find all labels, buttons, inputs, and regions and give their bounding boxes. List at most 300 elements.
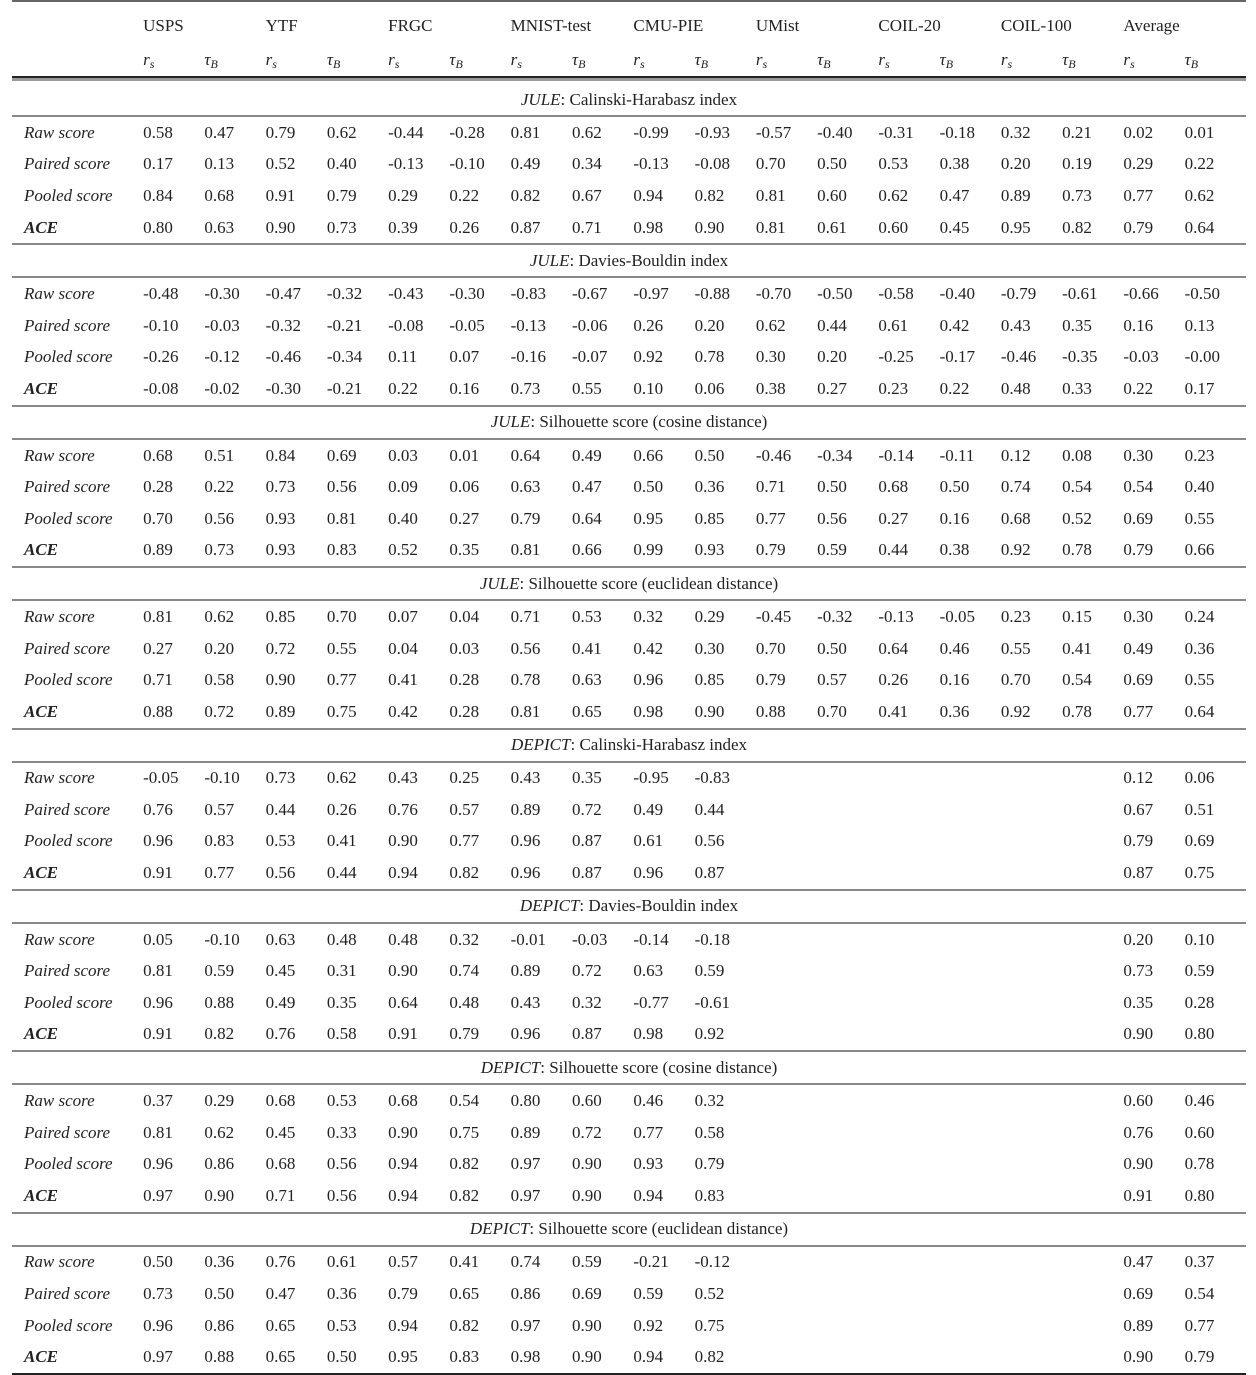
table-cell: 0.12	[1000, 445, 1031, 465]
row-label: Pooled score	[24, 347, 113, 367]
table-cell: 0.35	[449, 535, 510, 568]
table-cell: 0.90	[695, 212, 756, 245]
table-cell: -0.06	[572, 315, 608, 335]
table-cell: 0.63	[633, 961, 664, 981]
table-cell	[1001, 987, 1062, 1019]
metric-symbol: τ	[939, 50, 946, 69]
table-cell: -0.83	[694, 768, 731, 788]
table-row	[12, 471, 1246, 503]
table-cell: 0.17	[1185, 373, 1246, 406]
table-cell	[878, 955, 939, 987]
method-name: DEPICT	[510, 735, 571, 754]
table-cell: 0.70	[1000, 670, 1031, 690]
table-cell: 0.81	[143, 961, 173, 981]
table-cell: 0.15	[1062, 606, 1092, 626]
table-cell: 0.71	[510, 606, 541, 626]
table-cell: 0.54	[449, 1091, 480, 1111]
section-title	[12, 406, 1246, 439]
spearman-header	[388, 46, 449, 77]
table-cell	[1062, 1246, 1123, 1279]
table-row	[12, 1246, 1246, 1279]
table-cell: 0.20	[694, 315, 725, 335]
table-cell	[817, 923, 878, 956]
table-cell: -0.30	[266, 373, 327, 406]
table-cell	[817, 857, 878, 890]
table-cell	[817, 1019, 878, 1052]
table-cell: 0.80	[510, 1091, 541, 1111]
metric-symbol: τ	[572, 50, 579, 69]
table-cell: 0.75	[327, 696, 388, 729]
table-row	[12, 762, 1246, 795]
table-cell: 0.93	[265, 508, 296, 528]
row-label: Paired score	[24, 1122, 111, 1142]
table-cell: 0.54	[1062, 670, 1092, 690]
table-cell: 0.27	[817, 373, 878, 406]
table-cell: 0.67	[1123, 799, 1154, 819]
table-cell: 0.62	[204, 1122, 235, 1142]
table-cell: -0.05	[449, 315, 485, 335]
table-cell: 0.68	[1000, 508, 1031, 528]
index-name: : Calinski-Harabasz index	[570, 735, 748, 754]
table-cell: -0.21	[327, 373, 388, 406]
table-cell: 0.11	[388, 347, 418, 367]
table-cell: 0.77	[755, 508, 786, 528]
table-cell: 0.73	[265, 477, 296, 497]
table-row	[12, 1341, 1246, 1374]
row-label: ACE	[12, 1019, 143, 1052]
table-cell: 0.59	[694, 961, 725, 981]
table-cell: 0.54	[1062, 477, 1092, 497]
section-header	[12, 1213, 1246, 1246]
table-cell: 0.37	[143, 1091, 173, 1111]
table-cell: 0.82	[694, 185, 725, 205]
results-table	[12, 0, 1246, 1375]
table-cell: 0.63	[204, 212, 265, 245]
table-cell: 0.50	[326, 1347, 357, 1367]
table-cell: -0.26	[143, 347, 179, 367]
section-title	[12, 729, 1246, 762]
table-cell: 0.71	[572, 212, 633, 245]
table-cell	[817, 1246, 878, 1279]
table-cell: 0.16	[449, 373, 510, 406]
table-cell: 0.49	[510, 154, 541, 174]
header-corner	[12, 46, 143, 77]
table-cell: 0.30	[1123, 606, 1154, 626]
table-cell: -0.47	[265, 284, 302, 304]
table-cell	[756, 1019, 817, 1052]
row-label: ACE	[24, 1347, 59, 1367]
table-cell: 0.50	[204, 1284, 235, 1304]
table-cell: 0.27	[143, 638, 173, 658]
table-cell: 0.48	[449, 992, 480, 1012]
table-cell: 0.62	[1184, 185, 1215, 205]
row-label: ACE	[12, 1180, 143, 1213]
table-cell: 0.80	[1185, 1019, 1246, 1052]
metric-subscript: B	[455, 57, 463, 71]
spearman-header	[1001, 46, 1062, 77]
table-cell	[756, 1084, 817, 1117]
table-cell: 0.05	[143, 929, 173, 949]
table-cell: -0.18	[939, 122, 976, 142]
table-cell: 0.79	[1123, 831, 1154, 851]
table-cell: 0.26	[878, 670, 909, 690]
table-cell: 0.79	[1123, 535, 1184, 568]
table-cell: 0.77	[1123, 696, 1184, 729]
table-cell: -0.30	[204, 284, 240, 304]
table-cell: 0.68	[143, 445, 173, 465]
table-cell: 0.07	[449, 347, 480, 367]
table-cell: 0.02	[1123, 122, 1154, 142]
metric-subscript: s	[1007, 57, 1013, 71]
table-cell: 0.78	[1184, 1154, 1215, 1174]
table-cell: 0.70	[755, 154, 786, 174]
table-cell: 0.88	[143, 696, 204, 729]
table-cell: 0.87	[572, 1019, 633, 1052]
table-cell: -0.30	[449, 284, 485, 304]
table-cell: 0.54	[1184, 1284, 1215, 1304]
table-cell: 0.73	[511, 373, 572, 406]
table-cell: 0.56	[327, 1180, 388, 1213]
table-cell: 0.90	[266, 212, 327, 245]
table-cell: 0.88	[756, 696, 817, 729]
table-cell: 0.79	[388, 1284, 418, 1304]
table-cell: 0.65	[265, 1315, 296, 1335]
table-cell: -0.11	[939, 445, 975, 465]
table-cell	[940, 857, 1001, 890]
table-cell: 0.22	[449, 185, 480, 205]
metric-subscript: s	[272, 57, 277, 71]
table-cell: 0.22	[388, 373, 449, 406]
table-cell: -0.31	[878, 122, 914, 142]
table-cell: 0.04	[388, 638, 418, 658]
table-cell	[878, 987, 939, 1019]
table-cell: 0.56	[510, 638, 541, 658]
table-cell: 0.37	[1184, 1252, 1215, 1272]
table-row	[12, 373, 1246, 406]
table-cell: 0.20	[1000, 154, 1031, 174]
index-name: : Silhouette score (cosine distance)	[530, 412, 768, 432]
table-row	[12, 1310, 1246, 1342]
table-cell	[878, 794, 939, 826]
table-cell	[817, 794, 878, 826]
metric-subscript: s	[517, 57, 522, 71]
table-cell: 0.90	[572, 1180, 633, 1213]
table-cell	[940, 1148, 1001, 1180]
metric-subscript: B	[1190, 57, 1199, 71]
table-cell: 0.90	[265, 670, 296, 690]
table-cell: 0.54	[1123, 477, 1154, 497]
table-cell: 0.30	[694, 638, 725, 658]
table-cell: 0.63	[572, 670, 602, 690]
table-cell: -0.13	[878, 606, 914, 626]
table-cell	[940, 1310, 1001, 1342]
table-cell: 0.60	[572, 1091, 602, 1111]
table-cell: 0.92	[633, 347, 664, 367]
table-cell: 0.81	[511, 535, 572, 568]
table-cell: 0.88	[204, 1347, 235, 1367]
table-cell: 0.51	[1184, 799, 1215, 819]
dataset-header: YTF	[266, 1, 389, 46]
table-cell: 0.53	[572, 606, 602, 626]
table-cell: 0.92	[695, 1019, 756, 1052]
table-cell	[1062, 794, 1123, 826]
table-cell: 0.30	[1123, 445, 1154, 465]
row-label: Paired score	[24, 477, 111, 497]
table-cell	[1062, 955, 1123, 987]
table-cell: 0.86	[204, 1154, 235, 1174]
table-cell: 0.69	[1123, 670, 1154, 690]
table-cell: 0.68	[388, 1091, 418, 1111]
table-cell: 0.70	[326, 606, 357, 626]
table-cell	[756, 1278, 817, 1310]
table-cell: -0.77	[633, 992, 669, 1012]
metric-symbol: τ	[204, 50, 211, 69]
table-cell: 0.84	[265, 445, 296, 465]
table-cell: -0.58	[878, 284, 914, 304]
metric-symbol: τ	[326, 50, 333, 69]
row-label: ACE	[12, 212, 143, 245]
row-label: Pooled score	[24, 992, 113, 1012]
table-cell: 0.10	[1184, 929, 1215, 949]
section-title	[12, 1051, 1246, 1084]
table-cell: 0.91	[388, 1019, 449, 1052]
table-row	[12, 310, 1246, 342]
table-cell: 0.59	[204, 961, 235, 981]
table-cell: 0.62	[755, 315, 786, 335]
kendall-header	[1185, 46, 1246, 77]
table-cell: 0.71	[143, 670, 173, 690]
table-cell: 0.66	[1185, 535, 1246, 568]
table-cell: 0.80	[143, 212, 204, 245]
metric-subscript: B	[700, 57, 709, 71]
table-cell: 0.28	[449, 696, 510, 729]
table-cell: 0.76	[143, 799, 173, 819]
table-cell: 0.87	[1123, 857, 1184, 890]
dataset-header: USPS	[143, 1, 266, 46]
table-cell	[1001, 1278, 1062, 1310]
table-cell	[878, 1117, 939, 1149]
table-cell: 0.93	[266, 535, 327, 568]
index-name: : Silhouette score (cosine distance)	[540, 1057, 778, 1077]
table-cell: 0.90	[572, 1154, 602, 1174]
table-cell	[756, 1117, 817, 1149]
table-cell: 0.82	[510, 185, 541, 205]
spearman-header	[633, 46, 694, 77]
table-cell: 0.46	[1184, 1091, 1215, 1111]
section-title	[12, 84, 1246, 116]
table-cell: 0.82	[449, 857, 510, 890]
row-label: Paired score	[24, 799, 111, 819]
table-cell	[817, 1180, 878, 1213]
table-cell: 0.83	[204, 831, 235, 851]
table-cell	[817, 1148, 878, 1180]
table-cell: 0.85	[694, 670, 725, 690]
table-cell: 0.43	[1000, 315, 1031, 335]
table-cell: 0.42	[388, 696, 449, 729]
table-cell: 0.16	[939, 508, 970, 528]
table-cell: -0.66	[1123, 284, 1159, 304]
table-cell: 0.32	[694, 1091, 725, 1111]
table-cell	[1001, 1148, 1062, 1180]
table-cell: 0.81	[326, 508, 357, 528]
table-cell: 0.70	[143, 508, 173, 528]
table-cell: 0.98	[510, 1347, 541, 1367]
table-cell: -0.48	[143, 284, 179, 304]
metric-subscript: s	[149, 57, 155, 71]
method-name: DEPICT	[480, 1057, 541, 1077]
index-name: : Silhouette score (euclidean distance)	[529, 1219, 789, 1239]
table-row	[12, 212, 1246, 245]
metric-subscript: s	[762, 57, 768, 71]
row-label: Pooled score	[24, 508, 113, 528]
table-cell	[878, 1019, 939, 1052]
table-cell: 0.38	[939, 154, 970, 174]
table-cell: -0.14	[633, 929, 669, 949]
table-cell: -0.32	[817, 606, 853, 626]
table-cell: 0.22	[1184, 154, 1215, 174]
method-name: DEPICT	[469, 1219, 530, 1239]
table-cell: 0.50	[143, 1252, 173, 1272]
table-cell: 0.90	[572, 1315, 602, 1335]
table-cell: 0.97	[510, 1154, 541, 1174]
table-cell: 0.26	[633, 315, 664, 335]
table-cell	[1062, 1278, 1123, 1310]
table-cell: -0.34	[817, 445, 853, 465]
metric-subscript: s	[394, 57, 400, 71]
table-cell: 0.66	[633, 445, 664, 465]
table-cell	[1062, 1148, 1123, 1180]
table-cell: -0.08	[143, 373, 204, 406]
table-cell: 0.64	[1185, 696, 1246, 729]
table-cell: 0.79	[265, 122, 296, 142]
table-cell: 0.59	[572, 1252, 602, 1272]
table-cell: 0.07	[388, 606, 418, 626]
table-cell: 0.25	[449, 768, 480, 788]
table-cell: 0.38	[940, 535, 1001, 568]
table-cell: 0.82	[449, 1315, 480, 1335]
table-cell	[817, 955, 878, 987]
table-cell: 0.73	[265, 768, 296, 788]
row-label: Raw score	[24, 284, 95, 304]
table-cell: 0.96	[633, 857, 694, 890]
table-cell: 0.56	[694, 831, 725, 851]
table-cell: 0.89	[1000, 185, 1031, 205]
table-cell: 0.81	[756, 212, 817, 245]
table-cell	[878, 1341, 939, 1374]
table-cell: 0.77	[326, 670, 357, 690]
section-header	[12, 729, 1246, 762]
table-cell: 0.44	[327, 857, 388, 890]
table-cell: 0.89	[510, 1122, 541, 1142]
metric-symbol: r	[143, 50, 150, 69]
table-cell: 0.73	[143, 1284, 173, 1304]
row-label: ACE	[12, 373, 143, 406]
table-cell: 0.83	[695, 1180, 756, 1213]
table-cell: -0.97	[633, 284, 669, 304]
table-row	[12, 116, 1246, 149]
table-cell: 0.27	[878, 508, 909, 528]
dataset-header: COIL-20	[878, 1, 1001, 46]
table-cell: 0.98	[633, 212, 694, 245]
table-cell: 0.56	[204, 508, 235, 528]
metric-symbol: τ	[449, 50, 456, 69]
table-cell: 0.75	[449, 1122, 480, 1142]
table-cell	[756, 1341, 817, 1374]
table-cell: -0.45	[755, 606, 792, 626]
table-cell: 0.50	[817, 154, 847, 174]
table-cell: -0.70	[755, 284, 792, 304]
table-cell	[878, 826, 939, 858]
table-cell: 0.71	[266, 1180, 327, 1213]
table-cell: -0.25	[878, 347, 914, 367]
table-cell: -0.02	[204, 373, 265, 406]
table-cell: -0.10	[204, 768, 240, 788]
table-cell: 0.47	[1123, 1252, 1154, 1272]
table-cell: 0.64	[878, 638, 909, 658]
table-cell: 0.73	[204, 535, 265, 568]
table-cell: 0.97	[511, 1180, 572, 1213]
row-label: Pooled score	[24, 1154, 113, 1174]
table-cell: 0.64	[388, 992, 418, 1012]
table-cell: 0.81	[511, 696, 572, 729]
table-cell: 0.95	[1001, 212, 1062, 245]
table-cell: 0.87	[695, 857, 756, 890]
table-cell	[1062, 1180, 1123, 1213]
table-cell: 0.53	[326, 1091, 357, 1111]
table-cell	[878, 1246, 939, 1279]
table-cell: 0.53	[265, 831, 296, 851]
table-cell: -0.35	[1062, 347, 1098, 367]
section-header	[12, 84, 1246, 116]
table-cell: 0.84	[143, 185, 173, 205]
table-cell	[1062, 1084, 1123, 1117]
table-cell	[1001, 1310, 1062, 1342]
table-cell	[940, 987, 1001, 1019]
table-cell: 0.75	[1185, 857, 1246, 890]
table-cell: 0.96	[511, 857, 572, 890]
table-cell: -0.03	[572, 929, 608, 949]
metric-subscript: s	[640, 57, 645, 71]
table-cell	[1001, 826, 1062, 858]
table-cell: 0.33	[1062, 373, 1123, 406]
table-cell: 0.89	[510, 961, 541, 981]
table-cell	[940, 762, 1001, 795]
table-cell: 0.92	[1001, 535, 1062, 568]
metric-subscript: B	[210, 57, 218, 71]
table-cell: 0.72	[572, 961, 602, 981]
table-cell	[1062, 1019, 1123, 1052]
table-cell: -0.93	[694, 122, 731, 142]
table-cell: 0.61	[326, 1252, 357, 1272]
table-cell: 0.82	[694, 1347, 725, 1367]
table-cell: 0.12	[1123, 768, 1154, 788]
table-cell: 0.49	[265, 992, 296, 1012]
table-cell: 0.36	[326, 1284, 357, 1304]
table-cell: 0.70	[817, 696, 878, 729]
table-cell: 0.90	[388, 961, 418, 981]
table-cell: 0.29	[204, 1091, 235, 1111]
table-cell	[1062, 762, 1123, 795]
table-cell: 0.41	[572, 638, 602, 658]
table-cell: -0.17	[939, 347, 976, 367]
table-cell: 0.36	[940, 696, 1001, 729]
row-label: Raw score	[24, 1252, 95, 1272]
table-cell: 0.49	[633, 799, 664, 819]
table-cell: 0.40	[388, 508, 418, 528]
table-cell: 0.92	[633, 1315, 664, 1335]
table-cell: 0.78	[510, 670, 541, 690]
table-cell	[1062, 826, 1123, 858]
